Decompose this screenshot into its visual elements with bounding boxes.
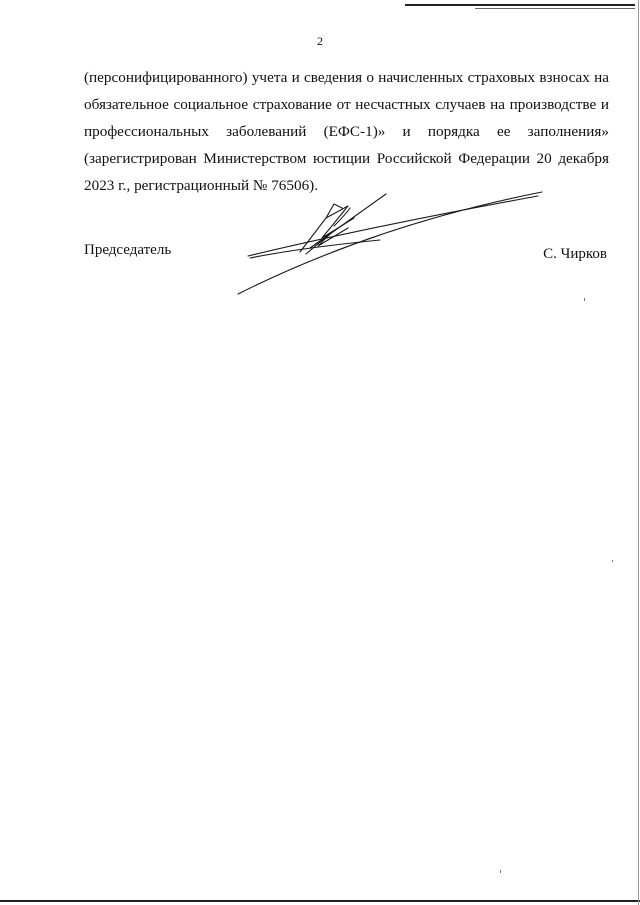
scan-edge-bottom — [0, 900, 640, 902]
body-line: (зарегистрирован Министерством юстиции Российской Федерации 20 декабря — [84, 150, 609, 167]
scan-speck — [612, 560, 613, 562]
scan-edge-top-secondary — [475, 8, 635, 9]
body-line: профессиональных заболеваний (ЕФС-1)» и порядка ее заполнения» — [84, 123, 609, 140]
scan-edge-right — [638, 0, 639, 905]
signer-name: С. Чирков — [543, 246, 607, 262]
body-line: 2023 г., регистрационный № 76506). — [84, 177, 319, 194]
body-line: обязательное социальное страхование от несчастных случаев на производстве и — [84, 96, 609, 113]
page-number: 2 — [317, 34, 323, 48]
scan-speck — [584, 298, 585, 301]
scan-speck — [500, 870, 501, 873]
signer-title: Председатель — [84, 242, 172, 258]
body-paragraph — [84, 64, 609, 199]
signature-icon — [230, 188, 550, 300]
scan-edge-top — [405, 4, 635, 6]
body-line: (персонифицированного) учета и сведения о начисленных страховых взносах на — [84, 69, 609, 86]
